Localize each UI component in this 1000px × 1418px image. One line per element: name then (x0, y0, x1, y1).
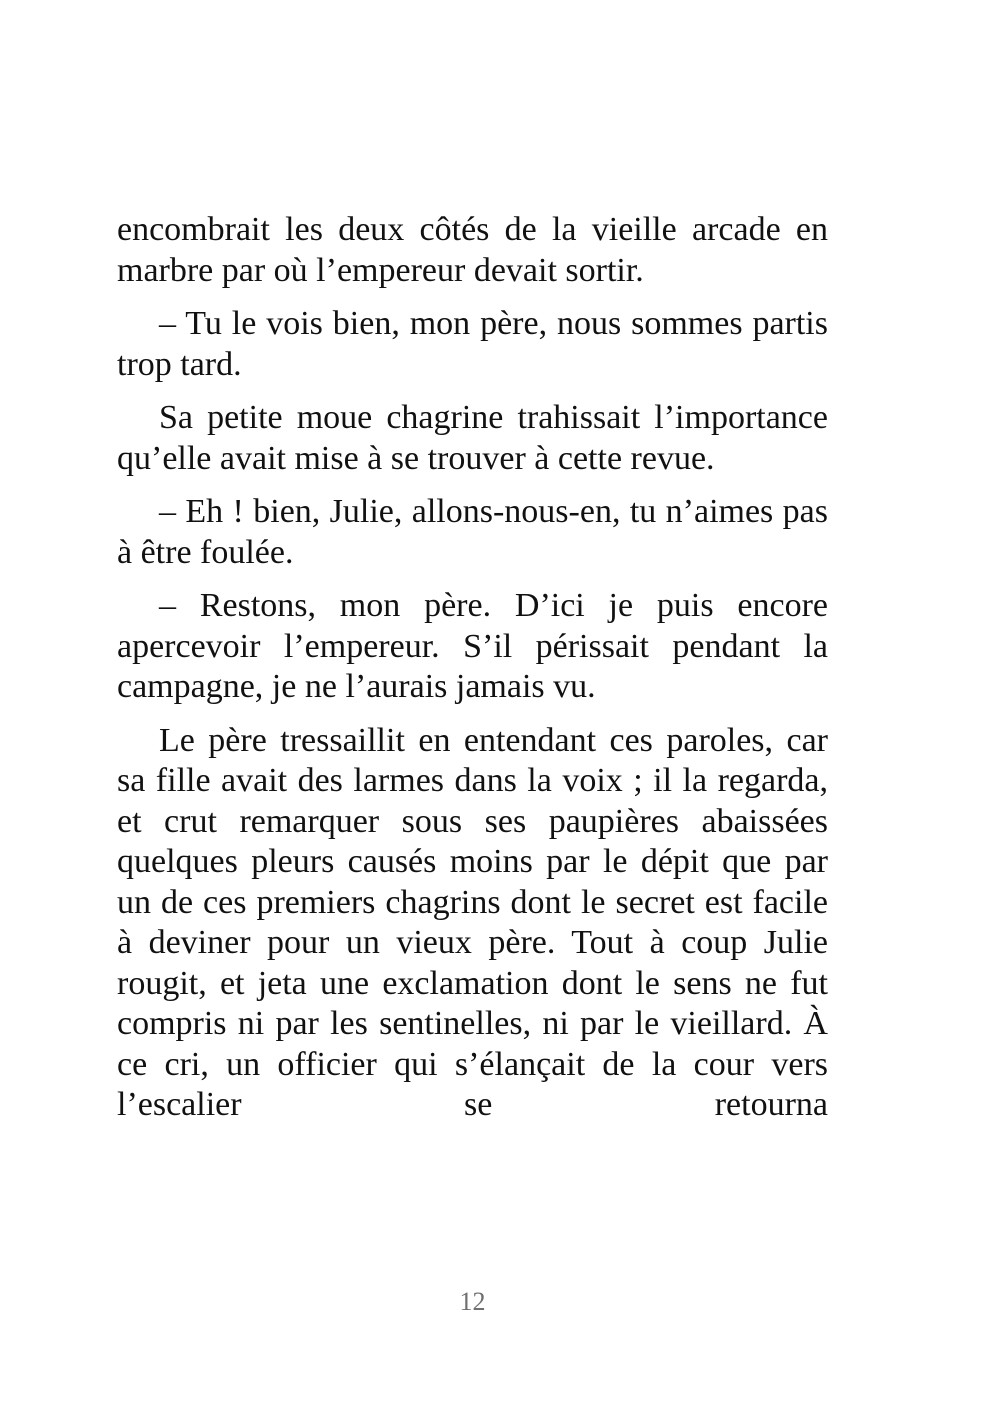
paragraph-dialogue-julie-2: – Restons, mon père. D’ici je puis encore apercevoir l’empereur. S’il périssait pendant la campagne, je ne l’aurais jamais vu. (117, 587, 828, 705)
paragraph-narration-father: Le père tressaillit en entendant ces paroles, car sa fille avait des larmes dans la voix ; il la regarda, et crut remarquer sous ses paupières abaissées quelques pleurs causés moins par le dépit que par un de ces premiers chagrins dont le secret est facile à deviner pour un vieux père. Tout à coup Julie rougit, et jeta une exclamation dont le sens ne fut compris ni par les sentinelles, ni par le vieillard. À ce cri, un officier qui s’élançait de la cour vers l’escalier se retourna (117, 721, 828, 1123)
paragraph-continuation: encombrait les deux côtés de la vieille arcade en marbre par où l’empereur devait sortir. (117, 211, 828, 289)
paragraph-narration-moue: Sa petite moue chagrine trahissait l’importance qu’elle avait mise à se trouver à cette revue. (117, 399, 828, 477)
paragraph-dialogue-julie-1: – Tu le vois bien, mon père, nous sommes partis trop tard. (117, 305, 828, 383)
page-number: 12 (459, 1287, 486, 1316)
page-body (117, 210, 828, 1139)
paragraph-dialogue-father: – Eh ! bien, Julie, allons-nous-en, tu n’aimes pas à être foulée. (117, 493, 828, 571)
